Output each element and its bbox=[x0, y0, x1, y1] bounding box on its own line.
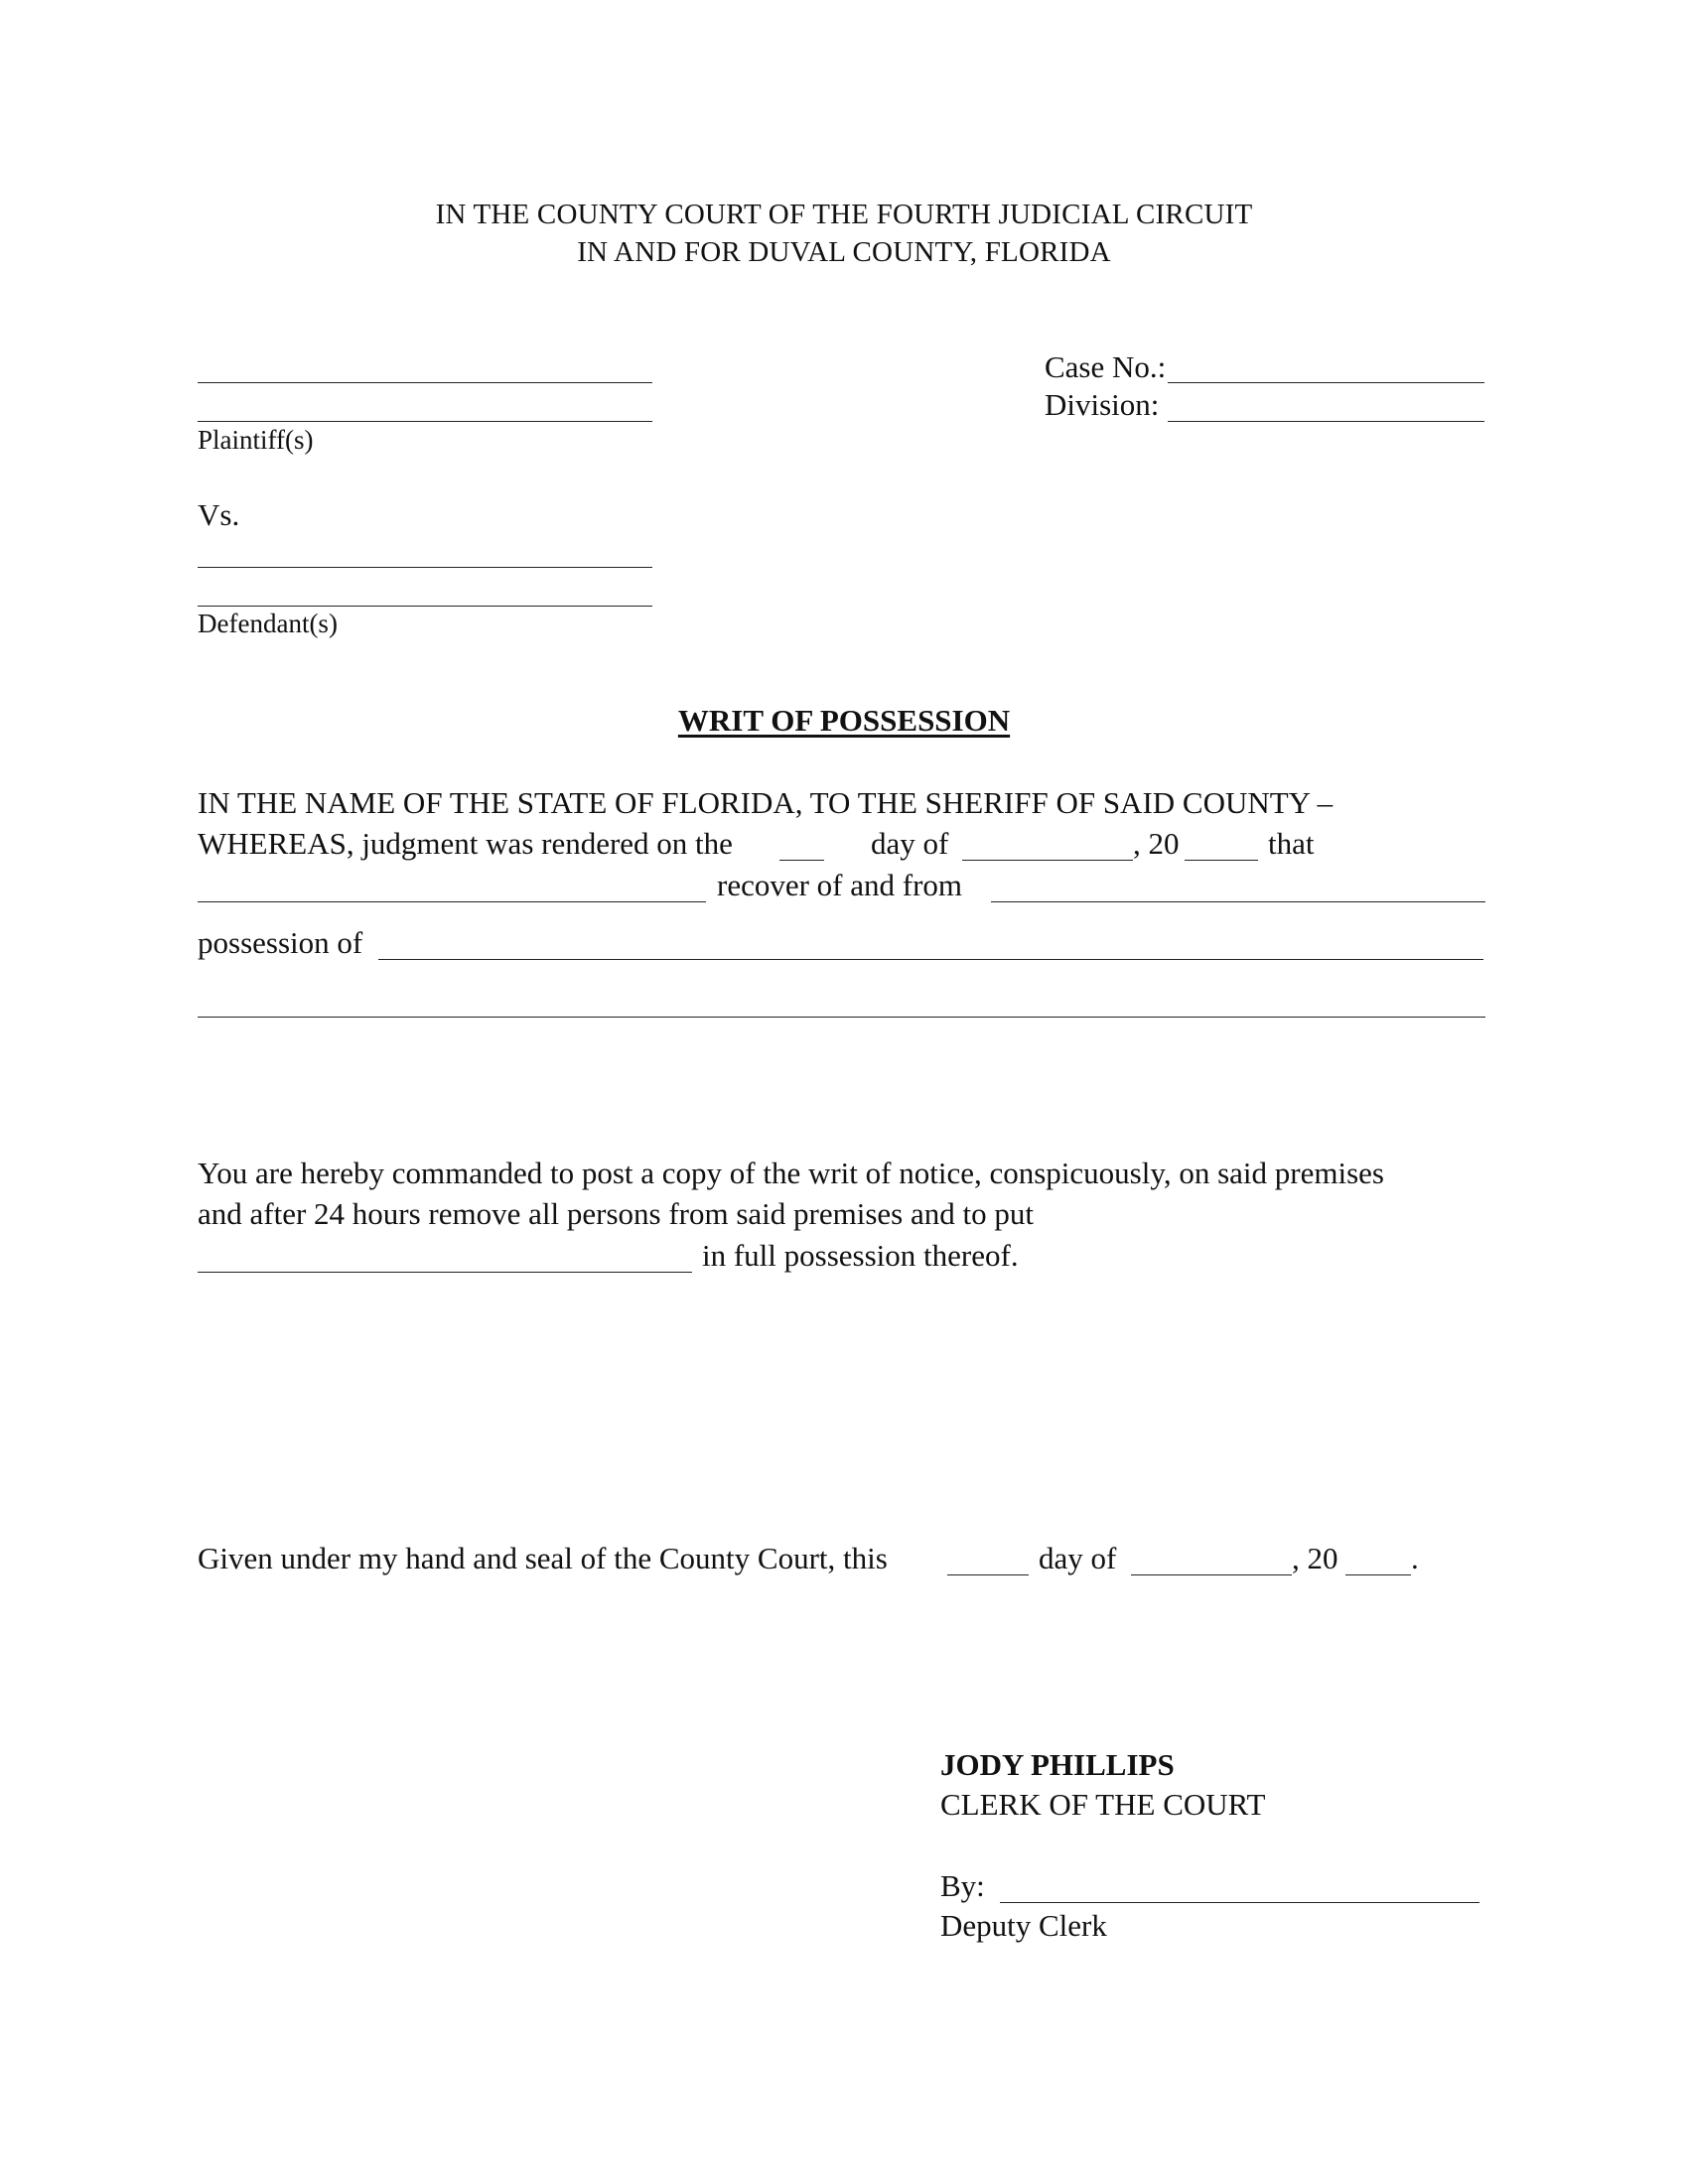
seal-day-of-text: day of bbox=[1039, 1541, 1117, 1575]
seal-period: . bbox=[1411, 1541, 1419, 1575]
whereas-text: WHEREAS, judgment was rendered on the bbox=[198, 826, 733, 861]
premises-field-line-1[interactable] bbox=[378, 959, 1483, 960]
paragraph-state-address: IN THE NAME OF THE STATE OF FLORIDA, TO THE SHERIFF OF SAID COUNTY – bbox=[198, 785, 1334, 820]
given-under-hand-text: Given under my hand and seal of the County Court, this bbox=[198, 1541, 888, 1575]
judgment-month-field[interactable] bbox=[962, 860, 1133, 861]
that-text: that bbox=[1268, 826, 1315, 861]
command-text-line-2: and after 24 hours remove all persons from said premises and to put bbox=[198, 1196, 1034, 1231]
command-text-line-3: in full possession thereof. bbox=[702, 1238, 1019, 1273]
judgment-day-field[interactable] bbox=[779, 860, 824, 861]
defendant-name-line-2[interactable] bbox=[198, 606, 652, 607]
recover-text: recover of and from bbox=[717, 868, 963, 902]
seal-month-field[interactable] bbox=[1131, 1574, 1292, 1575]
document-title: WRIT OF POSSESSION bbox=[677, 703, 1011, 738]
possession-of-text: possession of bbox=[198, 925, 363, 960]
judgment-year-field[interactable] bbox=[1185, 860, 1258, 861]
case-number-label: Case No.: bbox=[1045, 349, 1167, 384]
seal-day-field[interactable] bbox=[947, 1574, 1029, 1575]
plaintiff-name-line-2[interactable] bbox=[198, 421, 652, 422]
division-label: Division: bbox=[1045, 387, 1160, 422]
defendant-name-line-1[interactable] bbox=[198, 567, 652, 568]
case-number-field[interactable] bbox=[1168, 382, 1484, 383]
court-header-line-1: IN THE COUNTY COURT OF THE FOURTH JUDICIAL CIRCUIT bbox=[435, 199, 1253, 230]
premises-field-line-2[interactable] bbox=[198, 1017, 1485, 1018]
possessing-party-field[interactable] bbox=[198, 1272, 692, 1273]
division-field[interactable] bbox=[1168, 421, 1484, 422]
versus-label: Vs. bbox=[198, 497, 240, 532]
clerk-name: JODY PHILLIPS bbox=[940, 1747, 1175, 1782]
defendant-label: Defendant(s) bbox=[198, 609, 338, 638]
seal-year-prefix: , 20 bbox=[1292, 1541, 1338, 1575]
command-text-line-1: You are hereby commanded to post a copy of the writ of notice, conspicuously, on said premises bbox=[198, 1156, 1384, 1190]
deputy-clerk-signature-field[interactable] bbox=[1000, 1902, 1479, 1903]
by-label: By: bbox=[940, 1868, 985, 1903]
judgment-year-prefix: , 20 bbox=[1133, 826, 1180, 861]
judgment-day-of-text: day of bbox=[871, 826, 949, 861]
recovering-party-field[interactable] bbox=[198, 901, 706, 902]
seal-year-field[interactable] bbox=[1345, 1574, 1411, 1575]
clerk-title: CLERK OF THE COURT bbox=[940, 1787, 1266, 1822]
court-header-line-2: IN AND FOR DUVAL COUNTY, FLORIDA bbox=[577, 236, 1111, 268]
plaintiff-name-line-1[interactable] bbox=[198, 382, 652, 383]
plaintiff-label: Plaintiff(s) bbox=[198, 425, 314, 455]
deputy-clerk-label: Deputy Clerk bbox=[940, 1908, 1107, 1943]
recovered-from-party-field[interactable] bbox=[991, 901, 1485, 902]
